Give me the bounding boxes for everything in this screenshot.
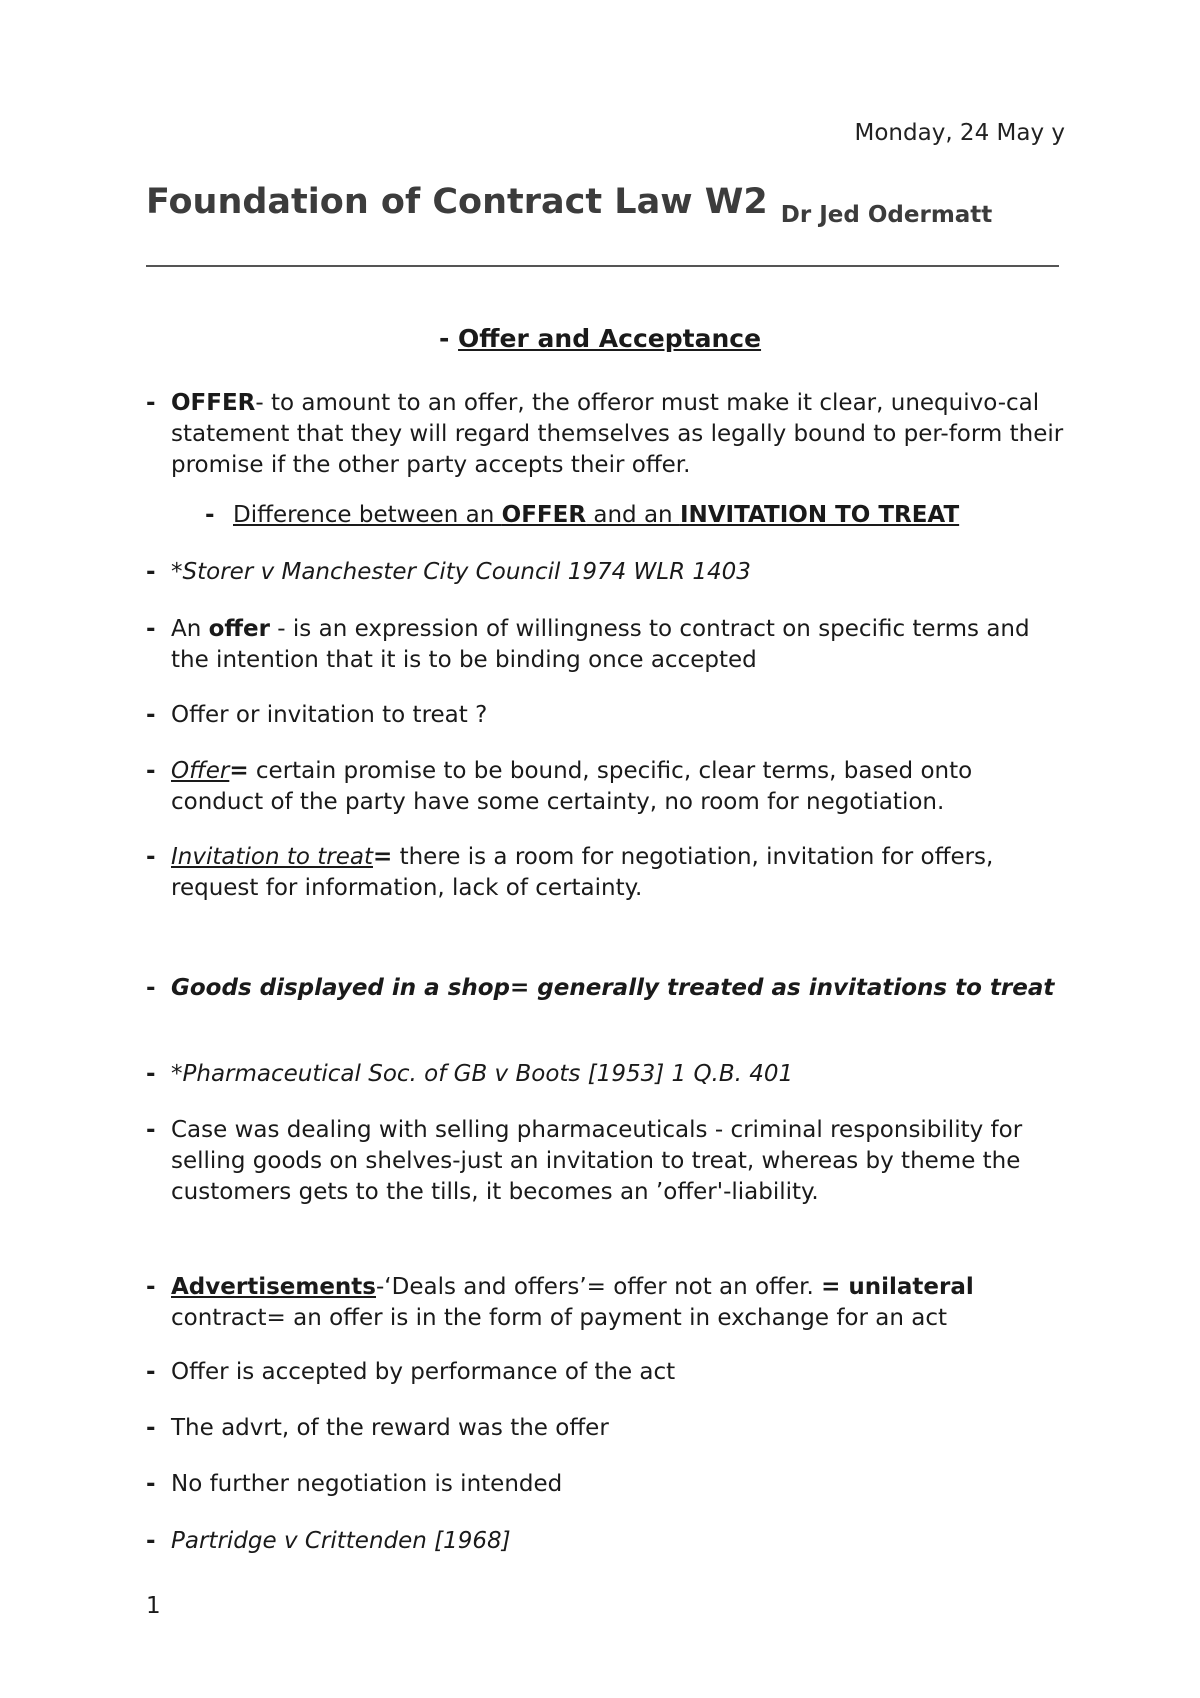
advertisements-text: -‘Deals and offers’= offer not an offer. <box>376 1274 822 1300</box>
bullet-dash: - <box>146 1415 156 1441</box>
bullet-dash: - <box>146 1528 156 1554</box>
goods-displayed-text: Goods displayed in a shop= generally treated as invitations to treat <box>171 975 1055 1001</box>
difference-prefix: Difference between an <box>233 502 502 528</box>
no-negotiation-text: No further negotiation is intended <box>171 1471 563 1497</box>
list-item-boots-case <box>146 1059 1066 1090</box>
section-heading <box>0 324 1200 353</box>
section-dash: - <box>438 324 450 353</box>
list-item-accepted <box>146 1357 1066 1388</box>
difference-offer-term: OFFER <box>501 502 587 528</box>
equals-sign: = <box>372 844 393 870</box>
bullet-dash: - <box>146 975 156 1001</box>
storer-case-citation: *Storer v Manchester City Council 1974 WLR 1403 <box>171 559 751 585</box>
term-advertisements: Advertisements <box>171 1274 376 1300</box>
bullet-dash: - <box>146 1117 156 1143</box>
term-invitation-to-treat: Invitation to treat <box>171 844 373 870</box>
list-item-itt-equals <box>146 842 1066 904</box>
bullet-dash: - <box>146 1061 156 1087</box>
list-item-goods-displayed <box>146 973 1066 1004</box>
bullet-dash: - <box>146 559 156 585</box>
list-item-text <box>171 842 1066 904</box>
list-item-text <box>171 614 1066 676</box>
list-item-partridge-case <box>146 1526 1066 1557</box>
term-offer: OFFER <box>171 390 256 416</box>
case-summary-text: Case was dealing with selling pharmaceuticals - criminal responsibility for selling goods on shelves-just an invitation to treat, whereas by theme the customers gets to the tills, it becomes an ’offer'-liability. <box>171 1117 1023 1205</box>
bullet-dash: - <box>146 390 156 416</box>
title-divider <box>146 265 1059 267</box>
list-item-text <box>171 756 1066 818</box>
an-offer-text: - is an expression of willingness to contract on specific terms and the intention that it is to be binding once accepted <box>171 616 1030 673</box>
question-text: Offer or invitation to treat ? <box>171 702 488 728</box>
document-date: Monday, 24 May y <box>854 120 1065 146</box>
difference-text <box>233 500 1065 531</box>
difference-itt-term: INVITATION TO TREAT <box>679 502 960 528</box>
term-unilateral: = unilateral <box>821 1274 974 1300</box>
advertisements-contract-text: contract= an offer is in the form of payment in exchange for an act <box>171 1305 947 1331</box>
list-item-case-summary <box>146 1115 1066 1208</box>
list-item-question <box>146 700 1066 731</box>
list-item-text <box>171 973 1066 1004</box>
list-item-text <box>171 388 1066 481</box>
title-row <box>146 182 993 228</box>
accepted-text: Offer is accepted by performance of the act <box>171 1359 676 1385</box>
term-offer-italic: Offer <box>171 758 230 784</box>
list-item-text <box>171 1272 1066 1334</box>
partridge-case-citation: Partridge v Crittenden [1968] <box>171 1528 511 1554</box>
bullet-dash: - <box>146 1471 156 1497</box>
list-item-text <box>171 1059 1066 1090</box>
section-heading-text: Offer and Acceptance <box>458 324 762 353</box>
offer-equals-text: certain promise to be bound, specific, clear terms, based onto conduct of the party have some certainty, no room for negotiation. <box>171 758 973 815</box>
list-item-offer-definition <box>146 388 1066 481</box>
offer-definition-text: - to amount to an offer, the offeror must make it clear, unequivo-cal statement that they will regard themselves as legally bound to per-form their promise if the other party accepts their offer. <box>171 390 1064 478</box>
list-item-advrt <box>146 1413 1066 1444</box>
itt-equals-text: there is a room for negotiation, invitation for offers, request for information, lack of certainty. <box>171 844 994 901</box>
document-title: Foundation of Contract Law W2 <box>146 182 768 222</box>
bullet-dash: - <box>146 1274 156 1300</box>
boots-case-citation: *Pharmaceutical Soc. of GB v Boots [1953] 1 Q.B. 401 <box>171 1061 794 1087</box>
list-item-no-negotiation <box>146 1469 1066 1500</box>
bullet-dash: - <box>146 844 156 870</box>
advrt-text: The advrt, of the reward was the offer <box>171 1415 609 1441</box>
list-item-offer-equals <box>146 756 1066 818</box>
bullet-dash: - <box>146 616 156 642</box>
bullet-dash: - <box>146 702 156 728</box>
bullet-dash: - <box>146 1359 156 1385</box>
list-item-an-offer <box>146 614 1066 676</box>
page-number: 1 <box>146 1593 161 1619</box>
document-author: Dr Jed Odermatt <box>780 202 993 228</box>
list-item-difference <box>205 500 1065 531</box>
list-item-text <box>171 557 1066 588</box>
term-offer-lower: offer <box>208 616 270 642</box>
list-item-advertisements <box>146 1272 1066 1334</box>
list-item-storer-case <box>146 557 1066 588</box>
bullet-dash: - <box>146 758 156 784</box>
an-offer-prefix: An <box>171 616 209 642</box>
equals-sign: = <box>229 758 249 784</box>
difference-middle: and an <box>586 502 680 528</box>
bullet-dash: - <box>205 502 215 528</box>
list-item-text <box>171 1526 1066 1557</box>
